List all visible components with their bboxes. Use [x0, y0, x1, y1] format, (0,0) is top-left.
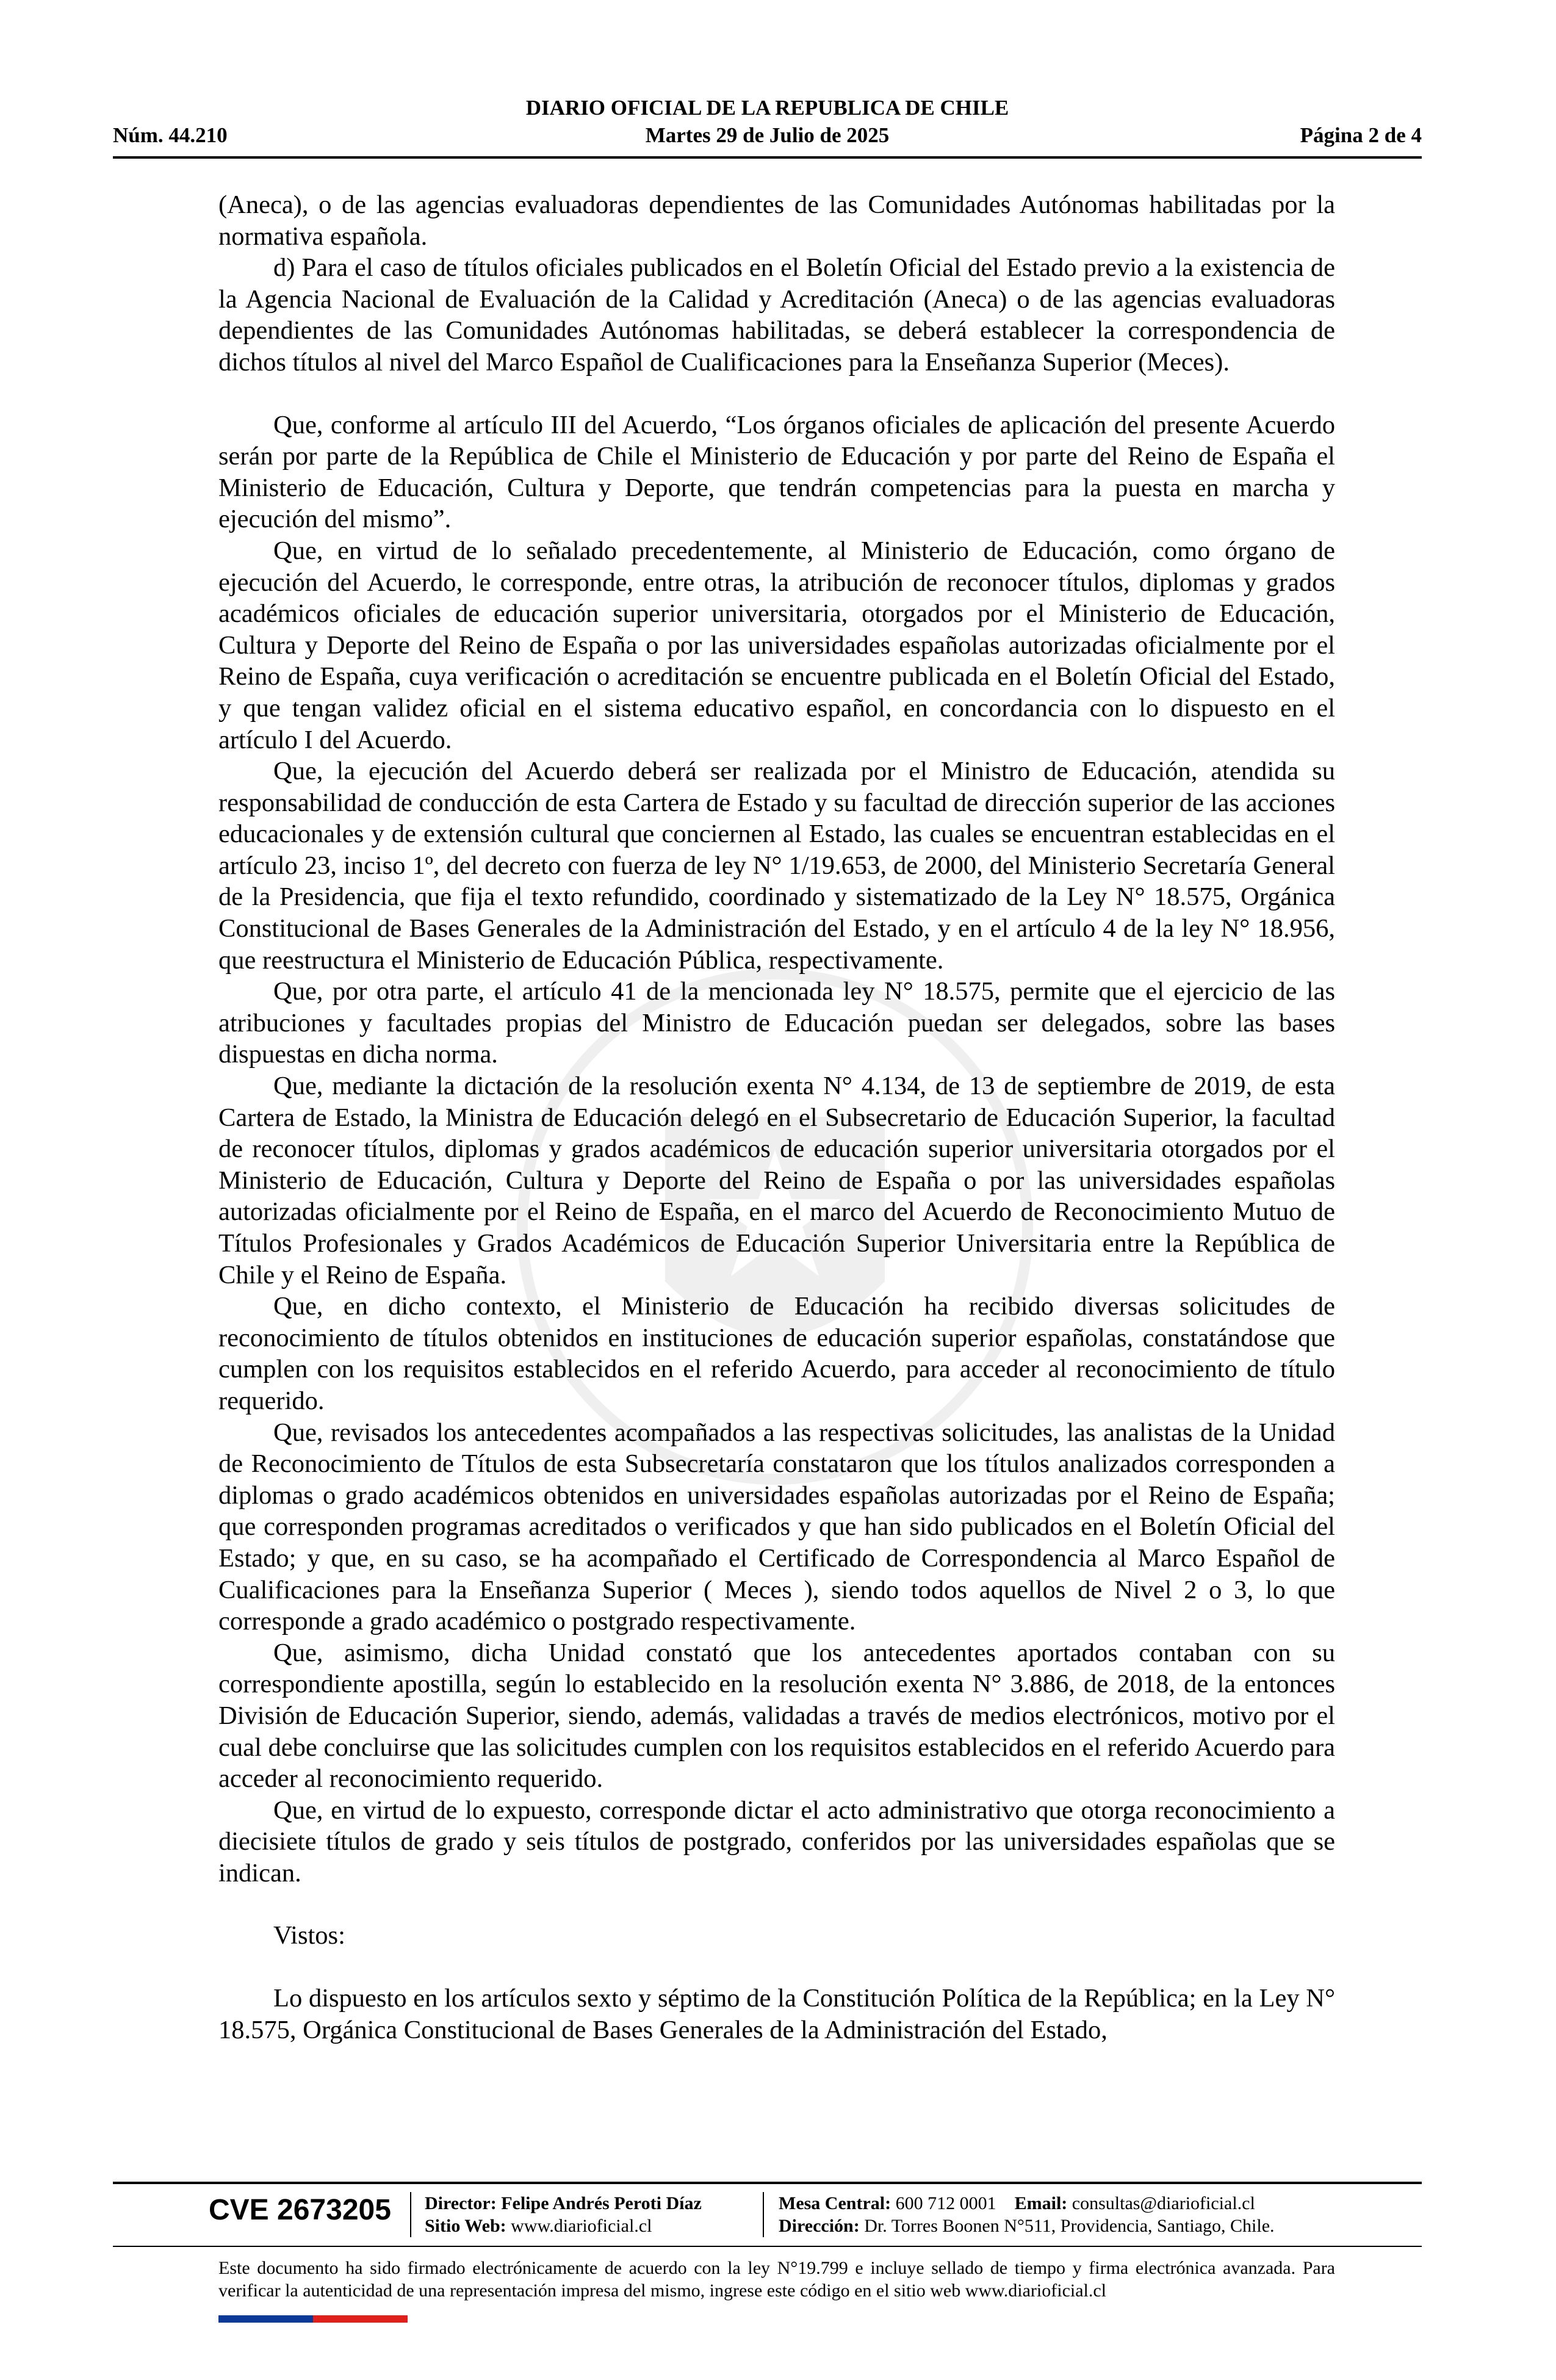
- issue-number: Núm. 44.210: [113, 123, 228, 147]
- body-paragraph: d) Para el caso de títulos oficiales publicados en el Boletín Oficial del Estado previo a la existencia de la Agencia Nacional de Evaluación de la Calidad y Acreditación (Aneca) o de las agencias evaluadoras dependientes de las Comunidades Autónomas habilitadas, se deberá establecer la correspondencia de dichos títulos al nivel del Marco Español de Cualificaciones para la Enseñanza Superior (Meces).: [218, 253, 1335, 377]
- body-paragraph: (Aneca), o de las agencias evaluadoras dependientes de las Comunidades Autónomas habilitadas por la normativa española.: [218, 190, 1335, 251]
- body-paragraph: Que, en virtud de lo señalado precedentemente, al Ministerio de Educación, como órgano de ejecución del Acuerdo, le corresponde, entre otras, la atribución de reconocer títulos, diplomas y grados académicos oficiales de educación superior universitaria, otorgados por el Ministerio de Educación, Cultura y Deporte del Reino de España o por las universidades españolas autorizadas oficialmente por el Reino de España, cuya verificación o acreditación se encuentre publicada en el Boletín Oficial del Estado, y que tengan validez oficial en el sistema educativo español, en concordancia con lo dispuesto en el artículo I del Acuerdo.: [218, 536, 1335, 754]
- body-paragraph: Que, por otra parte, el artículo 41 de la mencionada ley N° 18.575, permite que el ejercicio de las atribuciones y facultades propias del Ministro de Educación puedan ser delegados, sobre las bases dispuestas en dicha norma.: [218, 977, 1335, 1069]
- page-number: Página 2 de 4: [1300, 123, 1422, 147]
- vistos-heading: Vistos:: [273, 1921, 345, 1950]
- cve-code: CVE 2673205: [209, 2194, 391, 2226]
- flag-stripe: [218, 2315, 408, 2323]
- flag-blue-bar: [218, 2315, 313, 2323]
- body-paragraph: Que, asimismo, dicha Unidad constató que los antecedentes aportados contaban con su correspondiente apostilla, según lo establecido en la resolución exenta N° 3.886, de 2018, de la entonces División de Educación Superior, siendo, además, validadas a través de medios electrónicos, motivo por el cual debe concluirse que las solicitudes cumplen con los requisitos establecidos en el referido Acuerdo para acceder al reconocimiento requerido.: [218, 1638, 1335, 1794]
- footer-divider: [113, 2182, 1422, 2184]
- issue-date: Martes 29 de Julio de 2025: [645, 123, 890, 147]
- body-paragraph: Que, mediante la dictación de la resolución exenta N° 4.134, de 13 de septiembre de 2019, de esta Cartera de Estado, la Ministra de Educación delegó en el Subsecretario de Educación Superior, la facultad de reconocer títulos, diplomas y grados académicos de educación superior universitaria otorgados por el Ministerio de Educación, Cultura y Deporte del Reino de España o por las universidades españolas autorizadas oficialmente por el Reino de España, en el marco del Acuerdo de Reconocimiento Mutuo de Títulos Profesionales y Grados Académicos de Educación Superior Universitaria entre la República de Chile y el Reino de España.: [218, 1072, 1335, 1289]
- page-header: [113, 95, 1422, 156]
- footer-separator: [410, 2192, 411, 2237]
- newspaper-title: DIARIO OFICIAL DE LA REPUBLICA DE CHILE: [525, 96, 1009, 120]
- footer-director-block: [425, 2192, 702, 2237]
- director-name: Felipe Andrés Peroti Díaz: [501, 2193, 702, 2213]
- address-label: Dirección:: [779, 2216, 860, 2236]
- body-paragraph: Que, revisados los antecedentes acompañados a las respectivas solicitudes, las analistas de la Unidad de Reconocimiento de Títulos de esta Subsecretaría constataron que los títulos analizados corresponden a diplomas o grado académicos obtenidos en universidades españolas autorizadas por el Reino de España; que corresponden programas acreditados o verificados y que han sido publicados en el Boletín Oficial del Estado; y que, en su caso, se ha acompañado el Certificado de Correspondencia al Marco Español de Cualificaciones para la Enseñanza Superior ( Meces ), siendo todos aquellos de Nivel 2 o 3, lo que corresponde a grado académico o postgrado respectivamente.: [218, 1418, 1335, 1636]
- footer-separator: [763, 2192, 764, 2237]
- footer-contact-block: [779, 2192, 1275, 2237]
- document-body: [218, 189, 1335, 2046]
- website-label: Sitio Web:: [425, 2216, 506, 2236]
- header-divider: [113, 156, 1422, 159]
- email-link[interactable]: consultas@diarioficial.cl: [1072, 2193, 1255, 2213]
- body-paragraph: Que, en dicho contexto, el Ministerio de Educación ha recibido diversas solicitudes de reconocimiento de títulos obtenidos en instituciones de educación superior españolas, constatándose que cumplen con los requisitos establecidos en el referido Acuerdo, para acceder al reconocimiento de título requerido.: [218, 1292, 1335, 1415]
- director-label: Director:: [425, 2193, 497, 2213]
- electronic-signature-notice: Este documento ha sido firmado electrónicamente de acuerdo con la ley N°19.799 e incluye sellado de tiempo y firma electrónica avanzada. Para verificar la autenticidad de una representación impresa del mismo, ingrese este código en el sitio web www.diarioficial.cl: [218, 2258, 1335, 2301]
- website-link[interactable]: www.diarioficial.cl: [511, 2216, 652, 2236]
- body-paragraph: Que, en virtud de lo expuesto, corresponde dictar el acto administrativo que otorga reconocimiento a diecisiete títulos de grado y seis títulos de postgrado, conferidos por las universidades españolas que se indican.: [218, 1795, 1335, 1888]
- footer-divider-thin: [113, 2246, 1422, 2247]
- body-paragraph: Lo dispuesto en los artículos sexto y séptimo de la Constitución Política de la República; en la Ley N° 18.575, Orgánica Constitucional de Bases Generales de la Administración del Estado,: [218, 1984, 1335, 2044]
- phone-label: Mesa Central:: [779, 2193, 891, 2213]
- flag-red-bar: [313, 2315, 408, 2323]
- body-paragraph: Que, conforme al artículo III del Acuerdo, “Los órganos oficiales de aplicación del presente Acuerdo serán por parte de la República de Chile el Ministerio de Educación y por parte del Reino de España el Ministerio de Educación, Cultura y Deporte, que tendrán competencias para la puesta en marcha y ejecución del mismo”.: [218, 410, 1335, 534]
- phone-number: 600 712 0001: [895, 2193, 996, 2213]
- header-info-row: [113, 122, 1422, 149]
- email-label: Email:: [1014, 2193, 1068, 2213]
- body-paragraph: Que, la ejecución del Acuerdo deberá ser realizada por el Ministro de Educación, atendida su responsabilidad de conducción de esta Cartera de Estado y su facultad de dirección superior de las acciones educacionales y de extensión cultural que conciernen al Estado, las cuales se encuentran establecidas en el artículo 23, inciso 1º, del decreto con fuerza de ley N° 1/19.653, de 2000, del Ministerio Secretaría General de la Presidencia, que fija el texto refundido, coordinado y sistematizado de la Ley N° 18.575, Orgánica Constitucional de Bases Generales de la Administración del Estado, y en el artículo 4 de la ley N° 18.956, que reestructura el Ministerio de Educación Pública, respectivamente.: [218, 757, 1335, 975]
- address: Dr. Torres Boonen N°511, Providencia, Santiago, Chile.: [864, 2216, 1275, 2236]
